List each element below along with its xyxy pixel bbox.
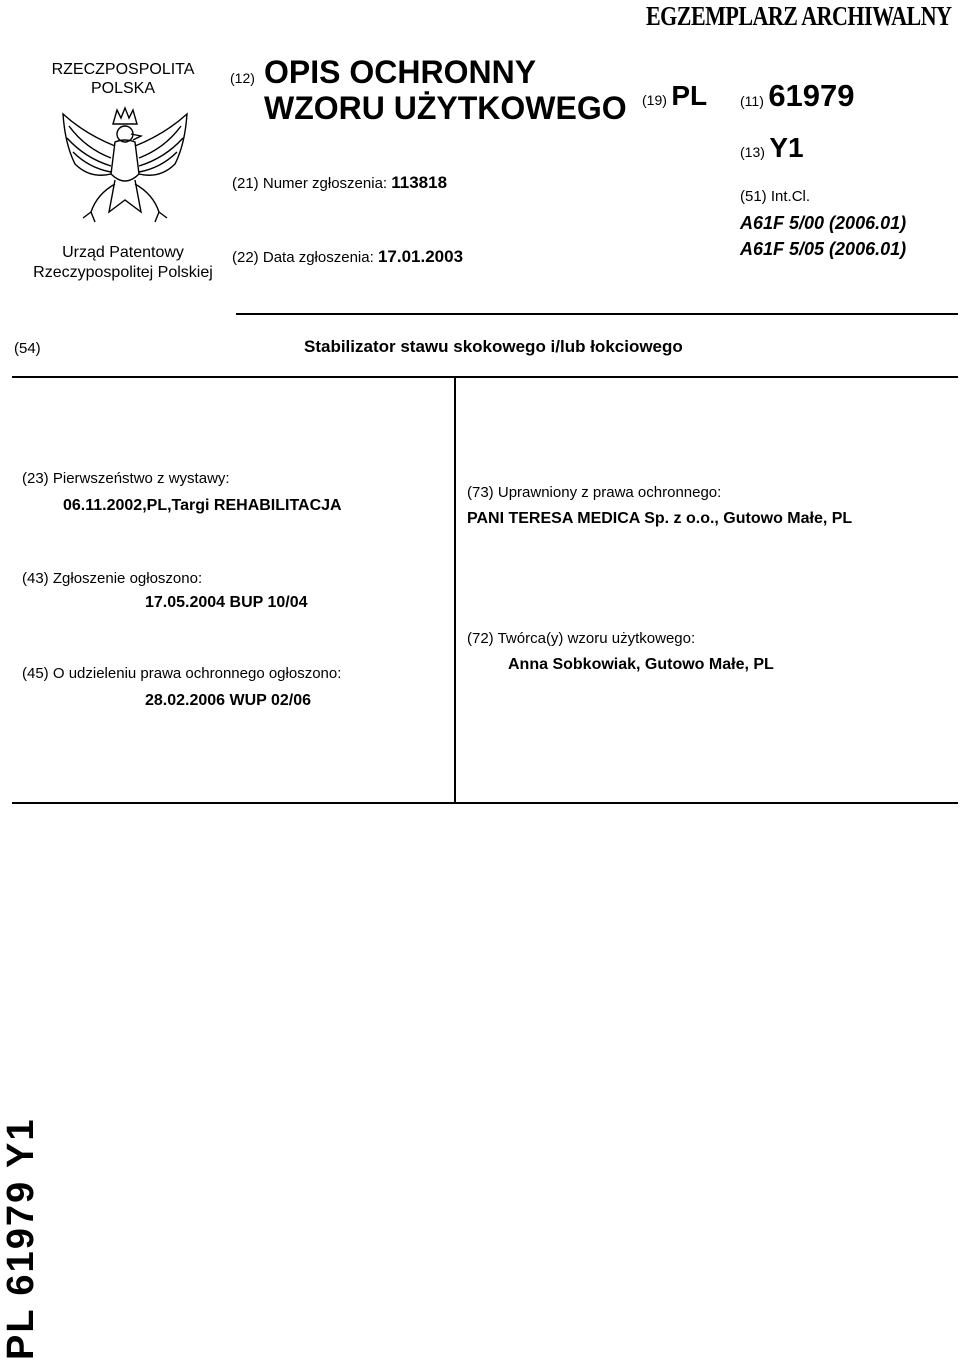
patent-office-name: Urząd Patentowy Rzeczypospolitej Polskiej [33, 244, 213, 281]
filing-date: (22) Data zgłoszenia: 17.01.2003 [232, 247, 464, 266]
title-top-rule [236, 313, 958, 315]
owner-value: PANI TERESA MEDICA Sp. z o.o., Gutowo Małe, PL [467, 510, 853, 527]
bibliographic-bottom-rule [12, 802, 958, 804]
owner-label: (73) Uprawniony z prawa ochronnego: [467, 484, 722, 501]
side-document-label: PL 61979 Y1 [0, 1117, 42, 1360]
inventor-value: Anna Sobkowiak, Gutowo Małe, PL [508, 656, 774, 673]
country-name: RZECZPOSPOLITA POLSKA [51, 61, 195, 97]
polish-eagle-emblem-icon [45, 104, 205, 236]
priority-value: 06.11.2002,PL,Targi REHABILITACJA [63, 497, 342, 514]
doc-type-title: OPIS OCHRONNY WZORU UŻYTKOWEGO [264, 54, 627, 126]
column-divider [454, 378, 456, 803]
int-cl-label: (51) Int.Cl. [740, 188, 811, 205]
archive-stamp: EGZEMPLARZ ARCHIWALNY [646, 0, 952, 32]
utility-model-title: Stabilizator stawu skokowego i/lub łokciowego [304, 337, 683, 356]
doc-type-code: (12) [230, 70, 255, 86]
title-code: (54) [14, 340, 41, 357]
title-bottom-rule [12, 376, 958, 378]
kind-code: (13) Y1 [740, 132, 804, 163]
int-cl-classes: A61F 5/00 (2006.01) A61F 5/05 (2006.01) [740, 213, 907, 259]
application-published-value: 17.05.2004 BUP 10/04 [145, 594, 308, 611]
priority-label: (23) Pierwszeństwo z wystawy: [22, 470, 230, 487]
application-published-label: (43) Zgłoszenie ogłoszono: [22, 570, 203, 587]
grant-published-label: (45) O udzieleniu prawa ochronnego ogłoszono: [22, 665, 342, 682]
inventor-label: (72) Twórca(y) wzoru użytkowego: [467, 630, 696, 647]
application-number: (21) Numer zgłoszenia: 113818 [232, 173, 448, 192]
country-code: (19) PL [642, 80, 708, 111]
publication-number: (11) 61979 [740, 78, 855, 113]
grant-published-value: 28.02.2006 WUP 02/06 [145, 692, 312, 709]
